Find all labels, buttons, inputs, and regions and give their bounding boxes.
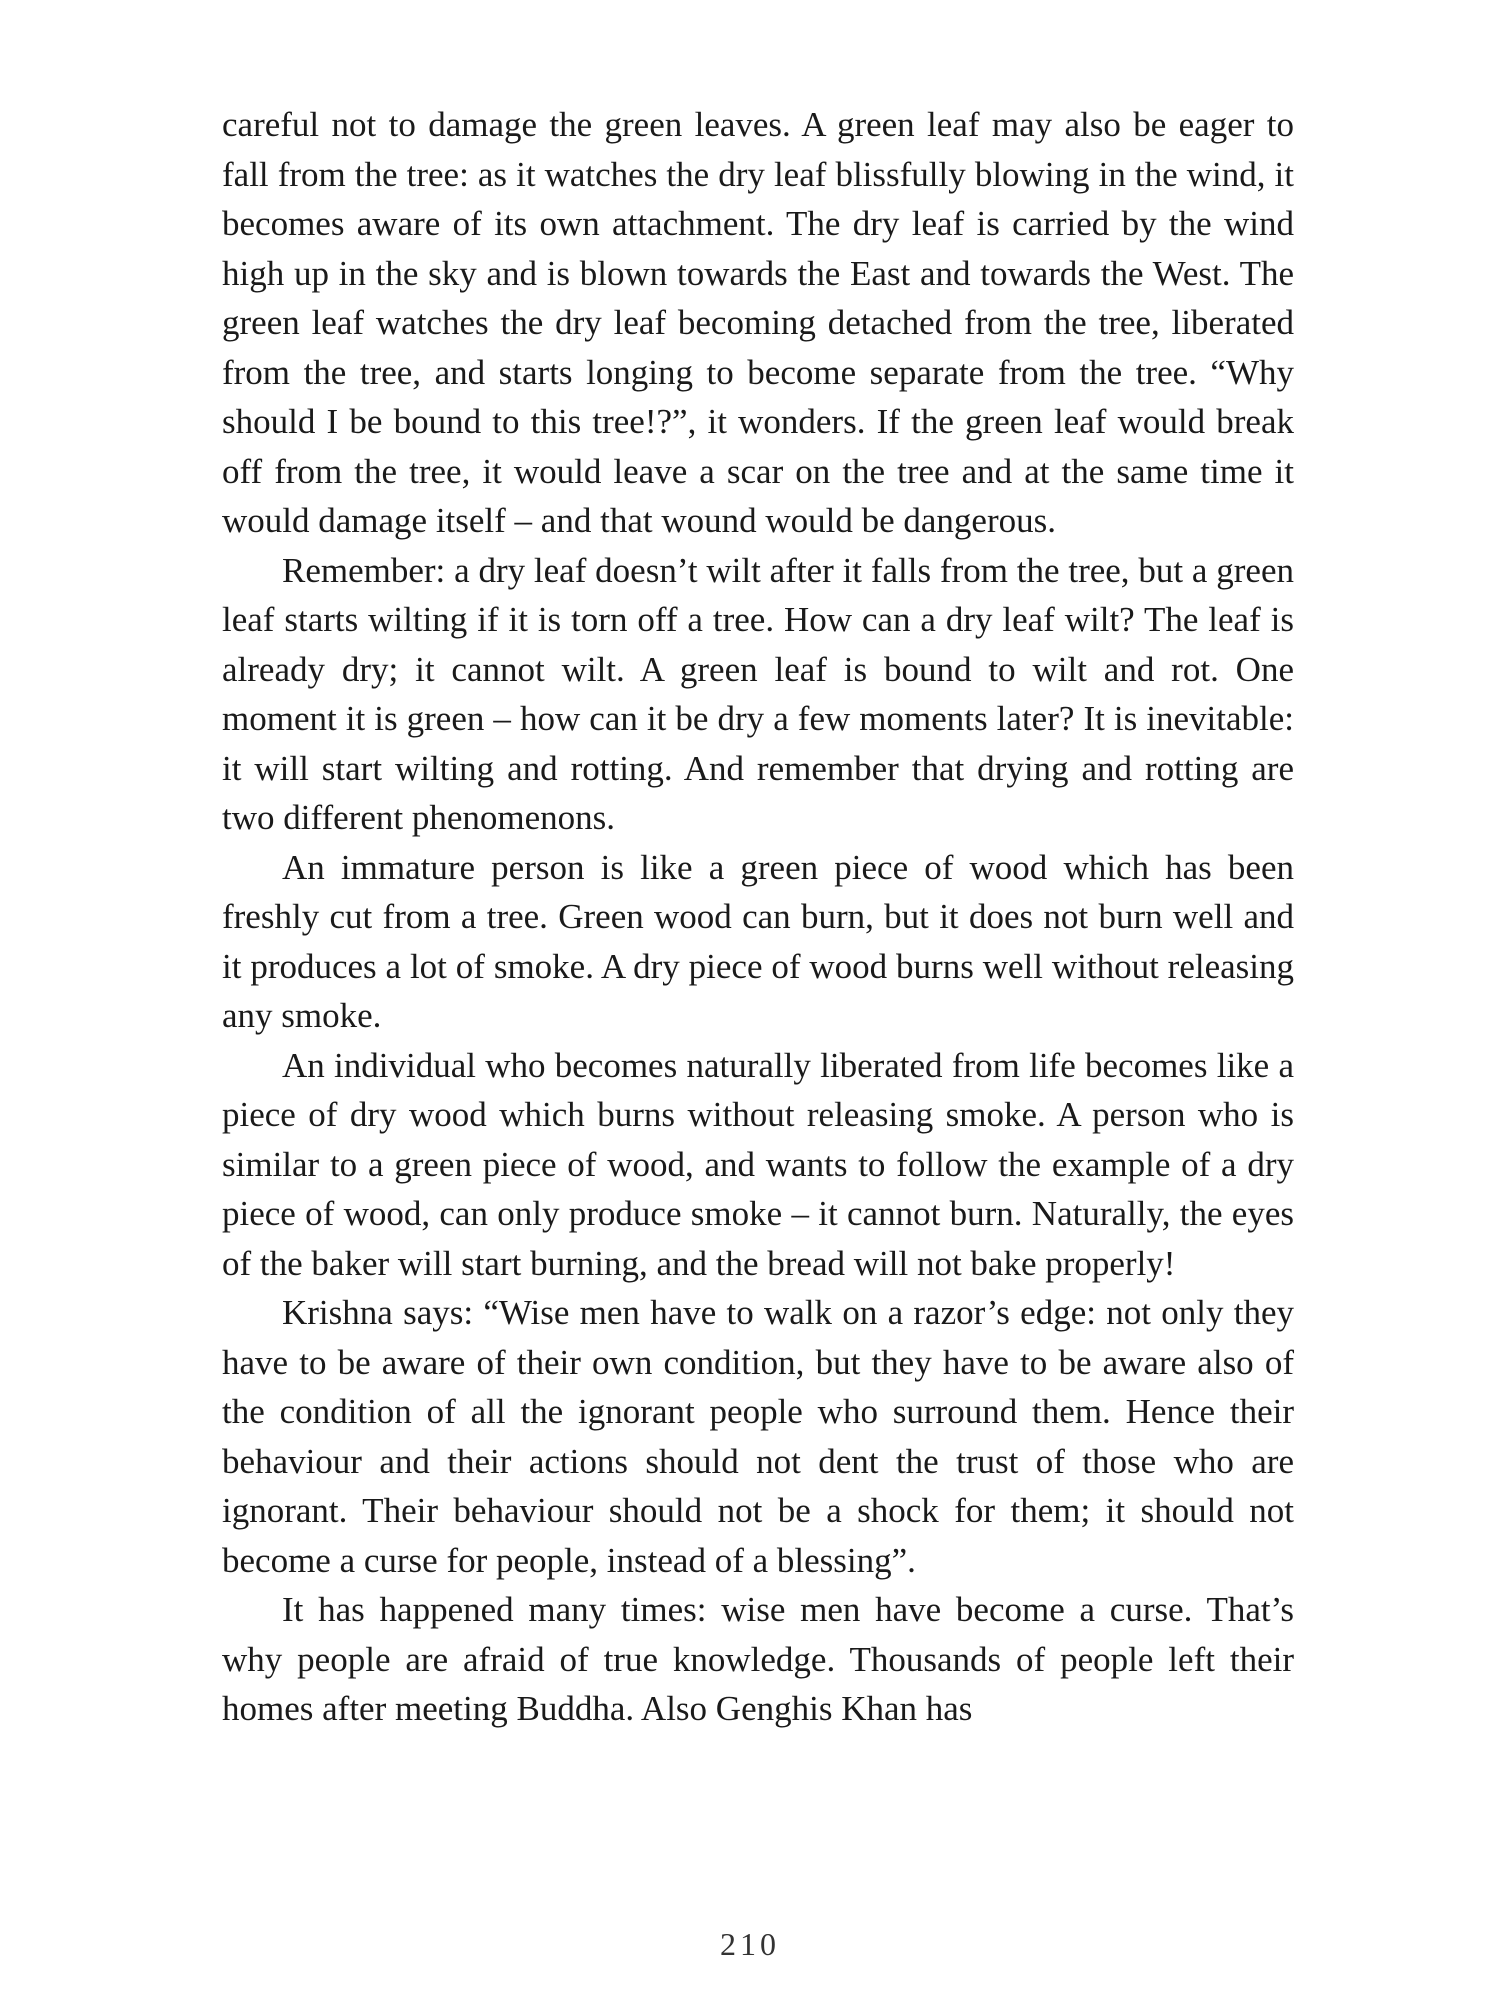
- page-number: 210: [720, 1926, 780, 1962]
- paragraph-5: Krishna says: “Wise men have to walk on a razor’s edge: not only they have to be aware of their own condition, but they have to be aware also of the condition of all the ignorant people who surround them. Hence their behaviour and their actions should not dent the trust of those who are ignorant. Their behaviour should not be a shock for them; it should not become a curse for people, instead of a blessing”.: [222, 1293, 1294, 1580]
- body-text: [222, 100, 1294, 1734]
- paragraph-6: It has happened many times: wise men have become a curse. That’s why people are afraid of true knowledge. Thousands of people left their homes after meeting Buddha. Also Genghis Khan has: [222, 1590, 1294, 1728]
- paragraph-4: An individual who becomes naturally liberated from life becomes like a piece of dry wood which burns without releasing smoke. A person who is similar to a green piece of wood, and wants to follow the example of a dry piece of wood, can only produce smoke – it cannot burn. Naturally, the eyes of the baker will start burning, and the bread will not bake properly!: [222, 1045, 1294, 1283]
- paragraph-3: An immature person is like a green piece of wood which has been freshly cut from a tree. Green wood can burn, but it does not burn well and it produces a lot of smoke. A dry piece of wood burns well without releasing any smoke.: [222, 847, 1294, 1035]
- paragraph-2: Remember: a dry leaf doesn’t wilt after it falls from the tree, but a green leaf starts wilting if it is torn off a tree. How can a dry leaf wilt? The leaf is already dry; it cannot wilt. A green leaf is bound to wilt and rot. One moment it is green – how can it be dry a few moments later? It is inevitable: it will start wilting and rotting. And remember that drying and rotting are two different phenomenons.: [222, 550, 1294, 837]
- paragraph-1: careful not to damage the green leaves. A green leaf may also be eager to fall from the tree: as it watches the dry leaf blissfully blowing in the wind, it becomes aware of its own attachment. The dry leaf is carried by the wind high up in the sky and is blown towards the East and towards the West. The green leaf watches the dry leaf becoming detached from the tree, liberated from the tree, and starts longing to become separate from the tree. “Why should I be bound to this tree!?”, it wonders. If the green leaf would break off from the tree, it would leave a scar on the tree and at the same time it would damage itself – and that wound would be dangerous.: [222, 105, 1294, 540]
